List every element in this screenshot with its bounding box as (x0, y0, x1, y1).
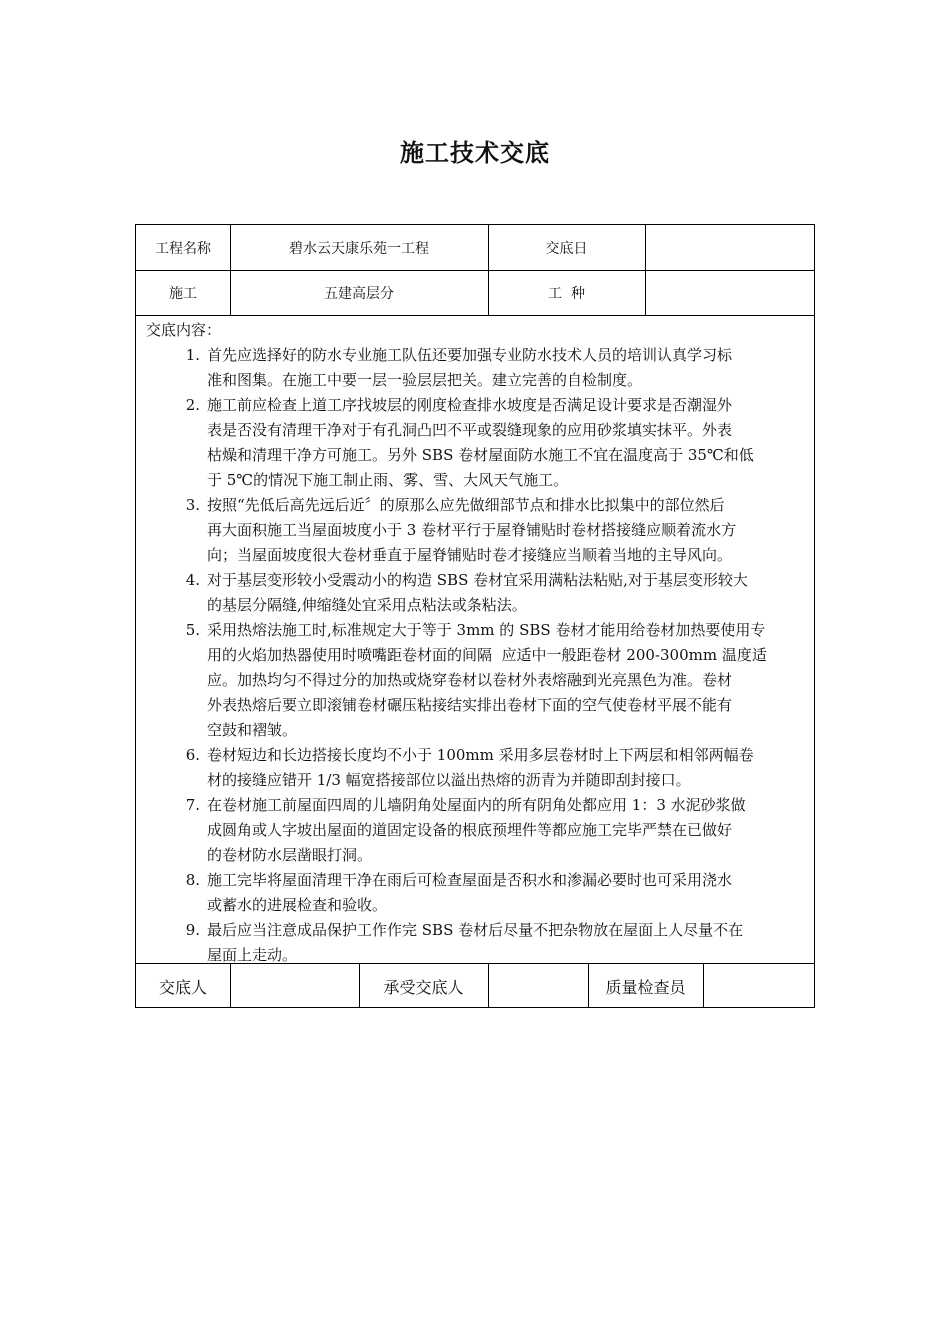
item-number: 8. (185, 871, 200, 889)
construction-label: 施工 (169, 285, 197, 302)
handover-date-value (645, 225, 814, 270)
item-text-line: 首先应选择好的防水专业施工队伍还要加强专业防水技术人员的培训认真学习标 (207, 346, 733, 364)
item-text-line: 向；当屋面坡度很大卷材垂直于屋脊铺贴时卷才接缝应当顺着当地的主导风向。 (207, 546, 733, 564)
item-text-line: 在卷材施工前屋面四周的儿墙阴角处屋面内的所有阴角处都应用 1：3 水泥砂浆做 (207, 796, 746, 814)
handover-date-label: 交底日 (545, 240, 588, 257)
trade-label: 工 种 (548, 285, 585, 302)
item-text-line: 的基层分隔缝,伸缩缝处宜采用点粘法或条粘法。 (207, 596, 527, 614)
item-number: 6. (185, 746, 200, 764)
item-text-line: 卷材短边和长边搭接长度均不小于 100mm 采用多层卷材时上下两层和相邻两幅卷 (207, 746, 754, 764)
item-number: 3. (185, 496, 200, 514)
item-number: 1. (185, 346, 200, 364)
item-text-line: 应。加热均匀不得过分的加热或烧穿卷材以卷材外表熔融到光亮黑色为准。卷材 (207, 671, 733, 689)
item-number: 7. (185, 796, 200, 814)
quality-inspector-value (703, 964, 814, 1008)
item-text-line: 枯燥和清理干净方可施工。另外 SBS 卷材屋面防水施工不宜在温度高于 35℃和低 (207, 446, 754, 464)
item-text-line: 施工前应检查上道工序找坡层的刚度检查排水坡度是否满足设计要求是否潮湿外 (207, 396, 733, 414)
document-title: 施工技术交底 (400, 138, 550, 167)
item-text-line: 最后应当注意成品保护工作作完 SBS 卷材后尽量不把杂物放在屋面上人尽量不在 (207, 921, 744, 939)
item-text (207, 568, 807, 618)
item-text-line: 或蓄水的进展检查和验收。 (207, 896, 388, 914)
project-name-value: 碧水云天康乐苑一工程 (289, 240, 429, 257)
item-text-line: 按照“先低后高先远后近〞的原那么应先做细部节点和排水比拟集中的部位然后 (207, 496, 725, 514)
item-number: 5. (185, 621, 200, 639)
handover-person-label: 交底人 (158, 977, 207, 997)
item-text-line: 对于基层变形较小受震动小的构造 SBS 卷材宜采用满粘法粘贴,对于基层变形较大 (207, 571, 748, 589)
row-divider (136, 315, 814, 316)
item-text (207, 743, 807, 793)
item-text-line: 的卷材防水层凿眼打洞。 (207, 846, 373, 864)
item-text-line: 表是否没有清理干净对于有孔洞凸凹不平或裂缝现象的应用砂浆填实抹平。外表 (207, 421, 733, 439)
item-number: 9. (185, 921, 200, 939)
item-number: 4. (185, 571, 200, 589)
item-text-line: 采用热熔法施工时,标准规定大于等于 3mm 的 SBS 卷材才能用给卷材加热要使用专 (207, 621, 766, 639)
content-label: 交底内容： (146, 321, 222, 339)
receiver-label: 承受交底人 (383, 977, 464, 997)
item-text-line: 再大面积施工当屋面坡度小于 3 卷材平行于屋脊铺贴时卷材搭接缝应顺着流水方 (207, 521, 737, 539)
item-text-line: 成圆角或人字坡出屋面的道固定设备的根底预埋件等都应施工完毕严禁在已做好 (207, 821, 733, 839)
receiver-value (488, 964, 588, 1008)
trade-value (645, 270, 814, 315)
handover-table (135, 224, 815, 1008)
item-text (207, 618, 807, 743)
item-text (207, 918, 807, 968)
construction-value: 五建高层分 (324, 285, 394, 302)
item-text-line: 空鼓和褶皱。 (207, 721, 298, 739)
item-text (207, 343, 807, 393)
item-text (207, 493, 807, 568)
item-text-line: 屋面上走动。 (207, 946, 298, 964)
project-name-label: 工程名称 (155, 240, 211, 257)
item-text (207, 393, 807, 493)
item-text-line: 准和图集。在施工中要一层一验层层把关。建立完善的自检制度。 (207, 371, 643, 389)
quality-inspector-label: 质量检查员 (605, 977, 686, 997)
item-number: 2. (185, 396, 200, 414)
item-text-line: 外表热熔后要立即滚铺卷材碾压粘接结实排出卷材下面的空气使卷材平展不能有 (207, 696, 733, 714)
handover-person-value (230, 964, 359, 1008)
item-text (207, 793, 807, 868)
item-text-line: 于 5℃的情况下施工制止雨、雾、雪、大风天气施工。 (207, 471, 569, 489)
item-text-line: 材的接缝应错开 1/3 幅宽搭接部位以溢出热熔的沥青为并随即刮封接口。 (207, 771, 691, 789)
item-text-line: 施工完毕将屋面清理干净在雨后可检查屋面是否积水和渗漏必要时也可采用浇水 (207, 871, 733, 889)
item-text-line: 用的火焰加热器使用时喷嘴距卷材面的间隔 应适中一般距卷材 200-300mm 温度适 (207, 646, 767, 664)
item-text (207, 868, 807, 918)
